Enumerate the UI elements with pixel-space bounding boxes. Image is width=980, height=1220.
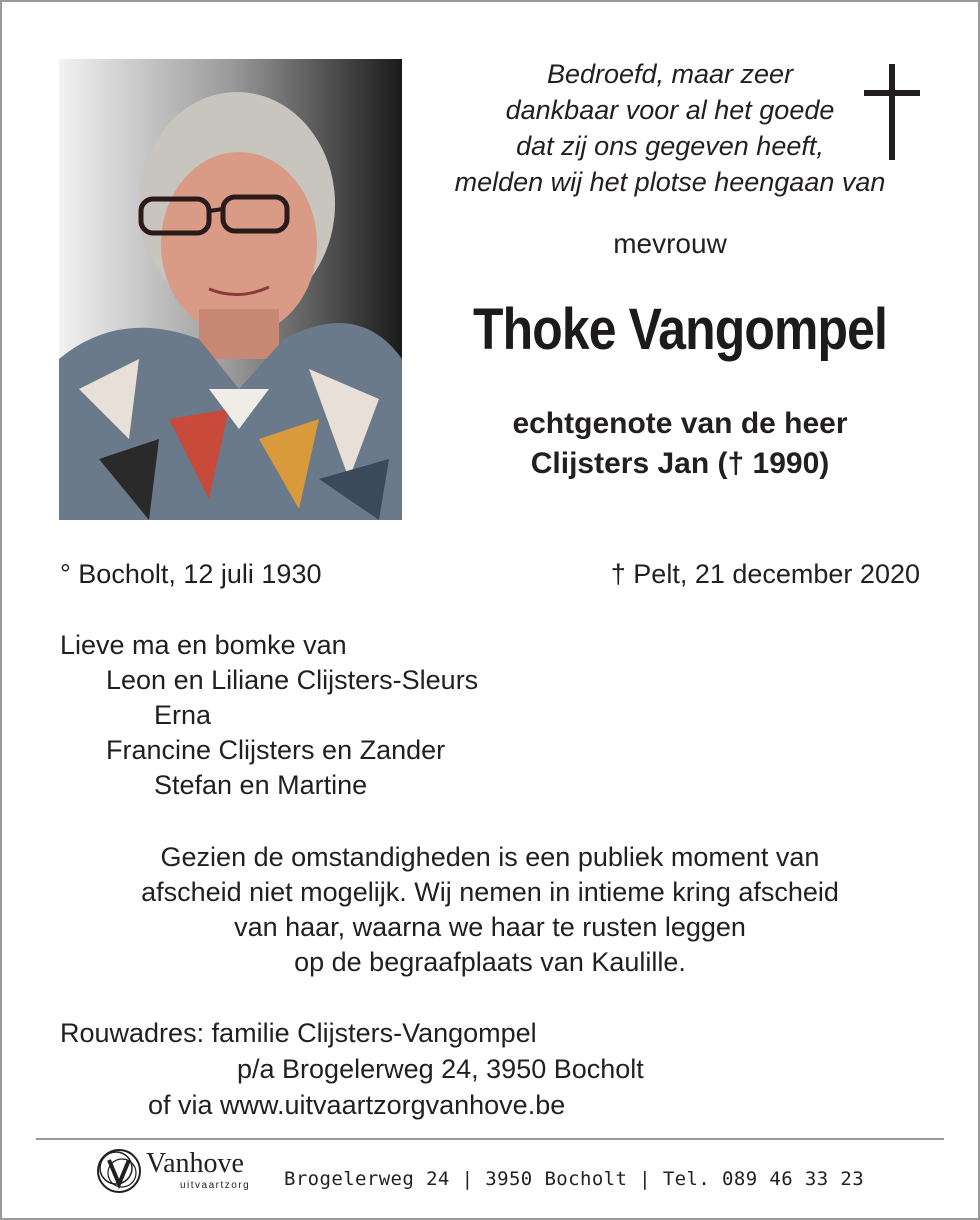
- ceremony-notice: [40, 840, 940, 980]
- family-member: Stefan en Martine: [154, 770, 368, 800]
- address-website[interactable]: of via www.uitvaartzorgvanhove.be: [148, 1090, 566, 1120]
- intro-text: Bedroefd, maar zeer dankbaar voor al het goede dat zij ons gegeven heeft, melden wij het plotse heengaan van: [454, 59, 886, 197]
- family-member: Francine Clijsters en Zander: [106, 735, 446, 765]
- spouse-line-2: Clijsters Jan († 1990): [530, 447, 830, 480]
- salutation: mevrouw: [613, 228, 727, 259]
- notice-line: van haar, waarna we haar te rusten leggen: [234, 912, 746, 942]
- deceased-name: Thoke Vangompel: [473, 297, 887, 362]
- notice-line: afscheid niet mogelijk. Wij nemen in intieme kring afscheid: [141, 877, 839, 907]
- footer-contact: Brogelerweg 24 | 3950 Bocholt | Tel. 089 46 33 23: [284, 1168, 865, 1190]
- notice-line: op de begraafplaats van Kaulille.: [294, 947, 686, 977]
- address-line-1: Rouwadres: familie Clijsters-Vangompel: [60, 1018, 537, 1048]
- vanhove-logo: [94, 1146, 272, 1200]
- family-member: Erna: [154, 700, 212, 730]
- logo-subtitle: uitvaartzorg: [180, 1180, 251, 1191]
- spouse-info: [420, 404, 940, 484]
- spouse-line-1: echtgenote van de heer: [512, 407, 848, 440]
- notice-line: Gezien de omstandigheden is een publiek moment van: [160, 842, 820, 872]
- family-list: [60, 628, 478, 803]
- logo-emblem-icon: [94, 1146, 144, 1196]
- family-member: Leon en Liliane Clijsters-Sleurs: [106, 665, 479, 695]
- address-line-2: p/a Brogelerweg 24, 3950 Bocholt: [237, 1054, 644, 1084]
- logo-name: Vanhove: [146, 1148, 244, 1179]
- footer-divider: [36, 1138, 944, 1140]
- mourning-address: [60, 1015, 644, 1123]
- family-intro: Lieve ma en bomke van: [60, 630, 347, 660]
- portrait-photo: [59, 59, 402, 520]
- birth-date: ° Bocholt, 12 juli 1930: [60, 559, 322, 589]
- death-date: † Pelt, 21 december 2020: [610, 559, 920, 589]
- cross-icon: [864, 64, 920, 160]
